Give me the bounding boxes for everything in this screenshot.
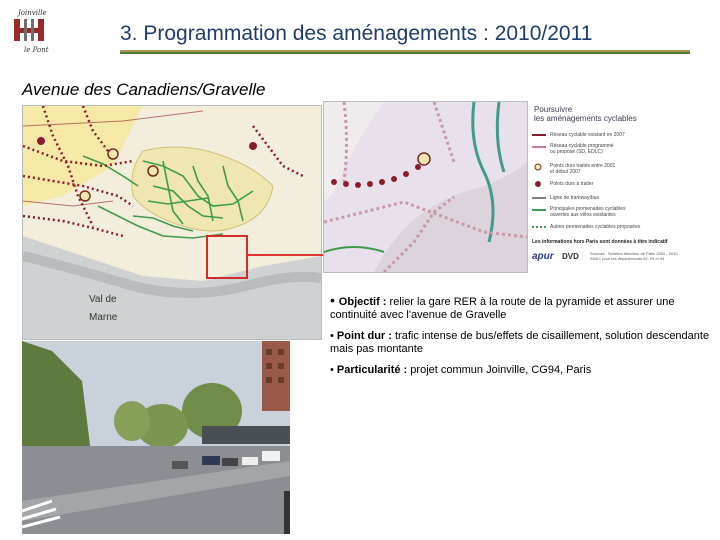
legend-item: Ligne de tramway/bus: [550, 195, 599, 201]
project-description: [330, 294, 710, 385]
legend-item: Réseau cyclable existant en 2007: [550, 132, 625, 138]
legend-title: Poursuivre les aménagements cyclables: [534, 105, 637, 123]
bullet-text: relier la gare RER à la route de la pyramide et assurer une continuité avec l'avenue de Gravelle: [330, 296, 675, 321]
logo-text-bottom: le Pont: [24, 46, 49, 54]
map-label-line1: Val de: [89, 294, 117, 305]
title-rule-green: [120, 52, 690, 54]
bullet-text: trafic intense de bus/effets de cisaillement, solution descendante mais pas montante: [330, 330, 710, 355]
joinville-logo: [4, 6, 58, 54]
page-title: 3. Programmation des aménagements : 2010/2011: [120, 22, 593, 45]
zoom-connector: [246, 254, 326, 256]
map-label-line2: Marne: [89, 312, 118, 323]
cycle-network-map: [22, 105, 322, 340]
legend-item: ouvertes aux vélos existantes: [550, 212, 616, 218]
bullet-text: projet commun Joinville, CG94, Paris: [407, 364, 592, 376]
legend-item: Autres promenades cyclables proposées: [550, 224, 641, 230]
map-legend: [528, 101, 676, 271]
section-subtitle: Avenue des Canadiens/Gravelle: [22, 80, 266, 99]
street-photo: [22, 341, 290, 534]
legend-item: ou proposé (SD, EDLC): [550, 149, 603, 155]
bullet-label: Point dur :: [336, 330, 392, 342]
zoom-map: [323, 101, 528, 273]
bullet-label: Objectif :: [338, 296, 387, 308]
legend-item: Points durs à traiter: [550, 181, 594, 187]
apur-logo: apur: [532, 251, 554, 262]
legend-item: Réseau cyclable programmé: [550, 143, 614, 149]
bullet-objectif: • Objectif : relier la gare RER à la route de la pyramide et assurer une continuité avec l'avenue de Gravelle: [330, 292, 675, 321]
legend-source: Sources : Schéma directeur de Paris 2002 - 2010 SDEC pour les départements 92, 93 et 94: [590, 251, 678, 261]
bullet-point-dur: • Point dur : trafic intense de bus/effets de cisaillement, solution descendante mais pas montante: [330, 330, 710, 355]
bullet-particularite: • Particularité : projet commun Joinville, CG94, Paris: [330, 364, 592, 376]
legend-item: Principales promenades cyclables: [550, 206, 626, 212]
logo-text-top: Joinville: [18, 9, 47, 17]
legend-item: Points durs traités entre 2001: [550, 163, 616, 169]
bullet-label: Particularité :: [336, 364, 408, 376]
legend-note: Les informations hors Paris sont données à titre indicatif: [532, 239, 668, 245]
dvd-logo: DVD: [562, 252, 579, 261]
legend-item: et début 2007: [550, 169, 581, 175]
